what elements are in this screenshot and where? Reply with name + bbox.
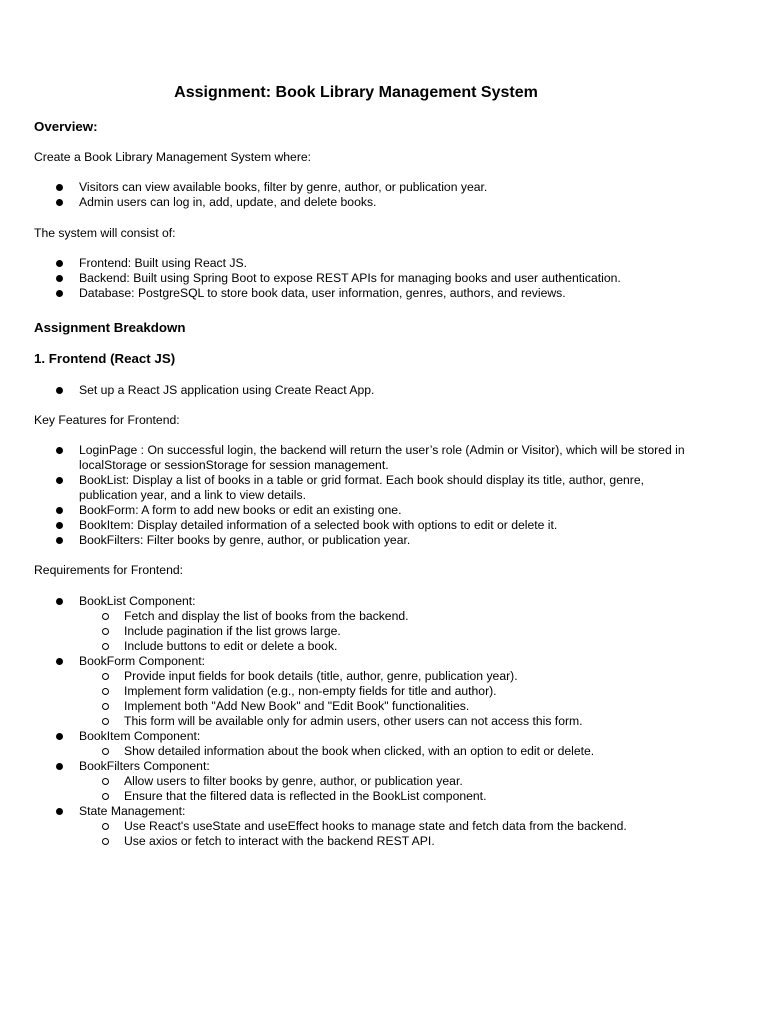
list-item: Frontend: Built using React JS. [0, 256, 700, 271]
overview-heading: Overview: [34, 119, 98, 134]
key-features-list [0, 443, 700, 548]
list-item [0, 759, 700, 804]
list-item: BookForm: A form to add new books or edit an existing one. [0, 503, 700, 518]
system-intro: The system will consist of: [34, 226, 176, 240]
sub-list-item: Use React's useState and useEffect hooks to manage state and fetch data from the backend. [79, 819, 700, 834]
list-item: BookList: Display a list of books in a table or grid format. Each book should display its title, author, genre, publication year, and a link to view details. [0, 473, 700, 503]
overview-list [0, 180, 700, 210]
sub-list-item: This form will be available only for admin users, other users can not access this form. [79, 714, 700, 729]
list-item-label: BookForm Component: [79, 654, 205, 668]
sub-list-item: Implement form validation (e.g., non-empty fields for title and author). [79, 684, 700, 699]
system-list [0, 256, 700, 301]
key-features-intro: Key Features for Frontend: [34, 413, 180, 427]
list-item [0, 729, 700, 759]
document-title: Assignment: Book Library Management System [174, 84, 538, 101]
sub-list-item: Implement both "Add New Book" and "Edit Book" functionalities. [79, 699, 700, 714]
list-item [0, 594, 700, 654]
sub-list [79, 609, 700, 654]
list-item-label: State Management: [79, 804, 186, 818]
list-item: Set up a React JS application using Create React App. [0, 383, 700, 398]
list-item: LoginPage : On successful login, the backend will return the user’s role (Admin or Visitor), which will be stored in localStorage or sessionStorage for session management. [0, 443, 700, 473]
list-item: Admin users can log in, add, update, and delete books. [0, 195, 700, 210]
sub-list-item: Show detailed information about the book when clicked, with an option to edit or delete. [79, 744, 700, 759]
sub-list [79, 669, 700, 729]
sub-list [79, 774, 700, 804]
list-item: Backend: Built using Spring Boot to expose REST APIs for managing books and user authentication. [0, 271, 700, 286]
overview-intro: Create a Book Library Management System where: [34, 150, 312, 164]
sub-list [79, 744, 700, 759]
sub-list [79, 819, 700, 849]
list-item: Visitors can view available books, filter by genre, author, or publication year. [0, 180, 700, 195]
breakdown-heading: Assignment Breakdown [34, 320, 186, 335]
sub-list-item: Include buttons to edit or delete a book. [79, 639, 700, 654]
setup-list [0, 383, 700, 398]
sub-list-item: Fetch and display the list of books from the backend. [79, 609, 700, 624]
requirements-list [0, 594, 700, 849]
list-item: Database: PostgreSQL to store book data, user information, genres, authors, and reviews. [0, 286, 700, 301]
sub-list-item: Ensure that the filtered data is reflected in the BookList component. [79, 789, 700, 804]
sub-list-item: Include pagination if the list grows large. [79, 624, 700, 639]
list-item-label: BookFilters Component: [79, 759, 210, 773]
list-item [0, 804, 700, 849]
frontend-heading: 1. Frontend (React JS) [34, 351, 176, 366]
list-item-label: BookItem Component: [79, 729, 201, 743]
requirements-intro: Requirements for Frontend: [34, 563, 184, 577]
sub-list-item: Provide input fields for book details (title, author, genre, publication year). [79, 669, 700, 684]
list-item: BookItem: Display detailed information of a selected book with options to edit or delete it. [0, 518, 700, 533]
sub-list-item: Allow users to filter books by genre, author, or publication year. [79, 774, 700, 789]
list-item: BookFilters: Filter books by genre, author, or publication year. [0, 533, 700, 548]
list-item [0, 654, 700, 729]
list-item-label: BookList Component: [79, 594, 196, 608]
sub-list-item: Use axios or fetch to interact with the backend REST API. [79, 834, 700, 849]
